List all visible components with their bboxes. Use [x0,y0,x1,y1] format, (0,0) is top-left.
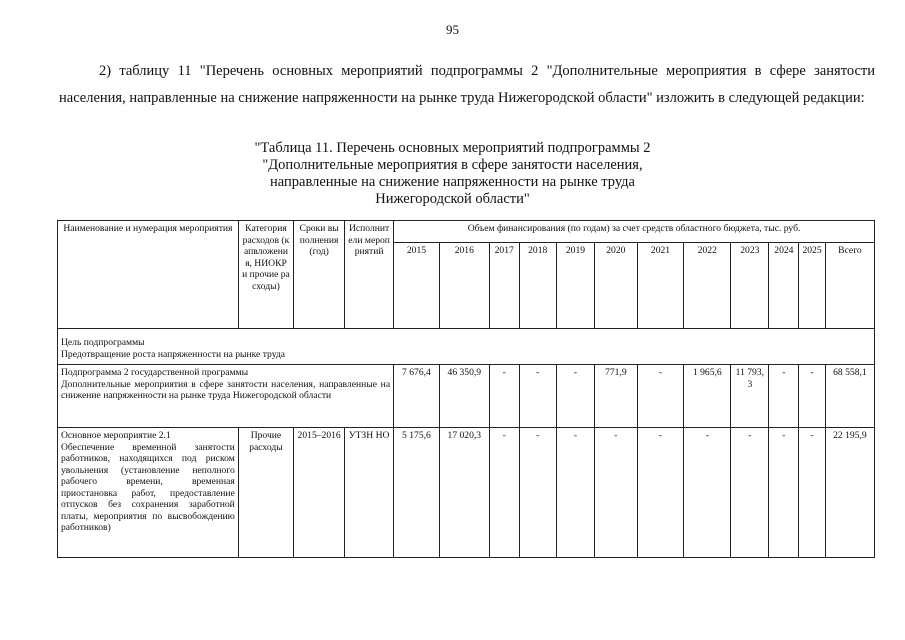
value-cell: - [731,428,769,558]
header-funding: Объем финансирования (по годам) за счет средств областного бюджета, тыс. руб. [394,221,875,243]
goal-text: Предотвращение роста напряженности на рынке труда [61,348,286,360]
table-title-line: направленные на снижение напряженности на рынке труда [270,174,635,190]
table-title-line: "Таблица 11. Перечень основных мероприятий подпрограммы 2 [254,140,651,156]
value-cell: - [769,365,799,428]
table-title-line: Нижегородской области" [375,191,530,207]
value-cell: - [799,365,826,428]
value-cell: - [684,428,731,558]
value-cell: 17 020,3 [439,428,489,558]
header-year: 2025 [799,243,826,329]
header-executors: Исполнители мероприятий [345,221,394,329]
value-cell: - [799,428,826,558]
table-title [0,140,905,208]
header-year: 2021 [637,243,684,329]
goal-label: Цель подпрограммы [61,337,145,348]
intro-paragraph: 2) таблицу 11 "Перечень основных мероприятий подпрограммы 2 "Дополнительные мероприятия в сфере занятости населения, направленные на снижение напряженности на рынке труда Нижегородской области" изложить в следующей редакции: [59,63,875,106]
value-cell: 5 175,6 [394,428,440,558]
value-cell: 1 965,6 [684,365,731,428]
header-year: 2023 [731,243,769,329]
measure-category: Прочие расходы [238,428,293,558]
measure-row [58,428,875,558]
value-cell: - [637,365,684,428]
value-cell: - [556,428,594,558]
header-terms: Сроки выполнения (год) [294,221,345,329]
goal-row [58,329,875,365]
goal-cell [58,329,875,365]
measure-title: Основное мероприятие 2.1 [61,430,171,441]
value-cell: - [595,428,638,558]
header-name: Наименование и нумерация мероприятия [58,221,239,329]
subprogram-cell [58,365,394,428]
measure-cell [58,428,239,558]
header-year: 2024 [769,243,799,329]
measures-table [57,220,875,558]
subprogram-row [58,365,875,428]
measure-terms: 2015–2016 [294,428,345,558]
header-year: 2017 [489,243,519,329]
value-cell: 7 676,4 [394,365,440,428]
header-year: 2018 [519,243,556,329]
table-title-line: "Дополнительные мероприятия в сфере занятости населения, [262,157,643,173]
header-year: 2016 [439,243,489,329]
value-cell: 11 793,3 [731,365,769,428]
header-year: 2022 [684,243,731,329]
value-cell: - [519,365,556,428]
total-cell: 68 558,1 [825,365,874,428]
measure-executor: УТЗН НО [345,428,394,558]
value-cell: - [637,428,684,558]
value-cell: - [556,365,594,428]
value-cell: - [769,428,799,558]
value-cell: 771,9 [595,365,638,428]
value-cell: 46 350,9 [439,365,489,428]
subprogram-title: Подпрограмма 2 государственной программы [61,367,249,378]
header-category: Категория расходов (капвложения, НИОКР и прочие расходы) [238,221,293,329]
header-row [58,221,875,243]
header-year: 2020 [595,243,638,329]
value-cell: - [489,365,519,428]
subprogram-desc: Дополнительные мероприятия в сфере занятости населения, направленные на снижение напряженности на рынке труда Нижегородской области [61,378,391,401]
total-cell: 22 195,9 [825,428,874,558]
header-year: 2015 [394,243,440,329]
page-number: 95 [446,22,459,37]
header-total: Всего [825,243,874,329]
value-cell: - [489,428,519,558]
measure-desc: Обеспечение временной занятости работников, находящихся под риском увольнения (установление неполного рабочего времени, временная приостановка работ, предоставление отпусков без сохранения заработной платы, мероприятия по высвобождению работников) [61,441,235,533]
header-year: 2019 [556,243,594,329]
value-cell: - [519,428,556,558]
